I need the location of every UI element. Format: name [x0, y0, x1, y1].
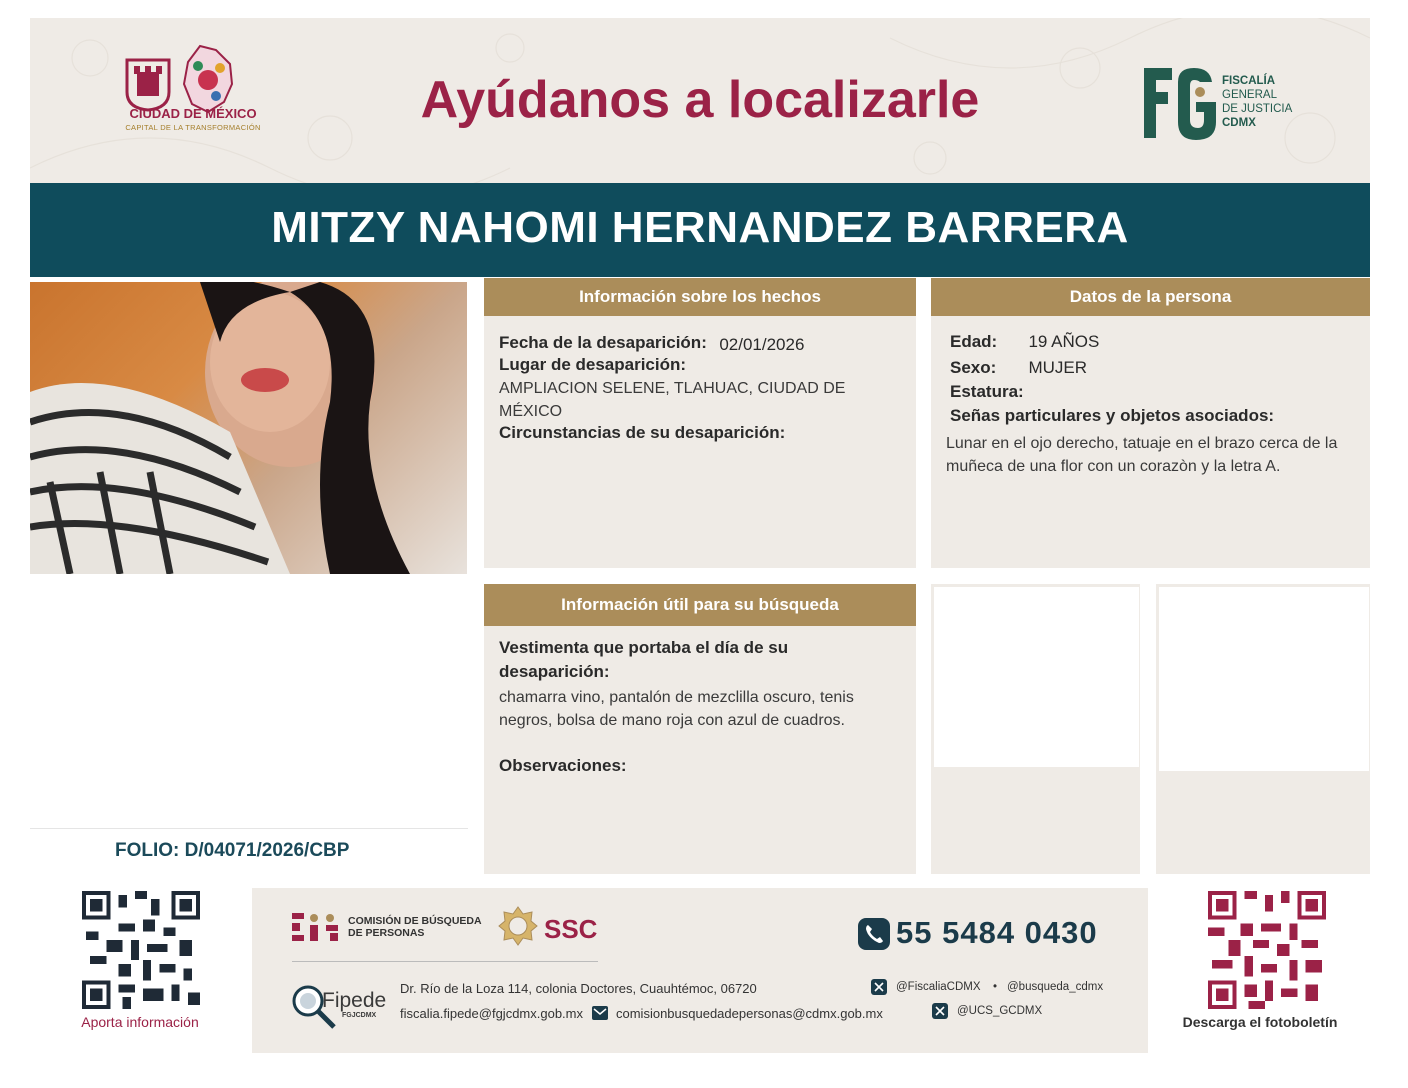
datos-heading: Datos de la persona [931, 278, 1370, 316]
fipede-sub: FGJCDMX [342, 1012, 377, 1019]
util-heading: Información útil para su búsqueda [484, 584, 916, 626]
circunstancias-label: Circunstancias de su desaparición: [499, 423, 786, 442]
comision-busqueda-icon [292, 913, 338, 941]
edad-value: 19 AÑOS [1028, 332, 1100, 351]
fecha-value: 02/01/2026 [719, 335, 805, 354]
hechos-panel [484, 278, 916, 568]
email-fipede[interactable]: fiscalia.fipede@fgjcdmx.gob.mx [400, 1006, 583, 1021]
person-photo [30, 282, 467, 574]
blank-panel-2 [1156, 584, 1370, 874]
qr-left-label: Aporta información [81, 1014, 199, 1030]
observaciones-label: Observaciones: [499, 756, 627, 775]
comision-busqueda-name: COMISIÓN DE BÚSQUEDA DE PERSONAS [348, 915, 482, 939]
ssc-label: SSC [544, 914, 598, 944]
cdmx-logo-name: CIUDAD DE MÉXICO [129, 106, 257, 121]
name-bar [30, 183, 1370, 277]
mail-icon [592, 1006, 608, 1020]
edad-label: Edad: [950, 332, 998, 351]
x-logo-icon-2 [932, 1003, 948, 1019]
folio-divider [30, 828, 468, 829]
ssc-badge-icon [498, 906, 538, 946]
header-banner [30, 18, 1370, 183]
senas-label: Señas particulares y objetos asociados: [950, 406, 1275, 425]
x-logo-icon [871, 979, 887, 995]
lugar-value: AMPLIACION SELENE, TLAHUAC, CIUDAD DE MÉXICO [499, 380, 846, 420]
folio: FOLIO: D/04071/2026/CBP [115, 840, 350, 861]
lugar-label: Lugar de desaparición: [499, 355, 687, 374]
fgj-line-4: CDMX [1222, 117, 1256, 129]
qr-right-label: Descarga el fotoboletín [1182, 1014, 1338, 1030]
person-name: MITZY NAHOMI HERNANDEZ BARRERA [271, 203, 1129, 252]
footer-divider [292, 961, 598, 962]
email-comision[interactable]: comisionbusquedadepersonas@cdmx.gob.mx [616, 1006, 883, 1021]
util-panel [484, 584, 916, 874]
phone-number: 55 5484 0430 [896, 915, 1098, 950]
blank-panel-2-photo-area [1159, 587, 1369, 771]
sexo-label: Sexo: [950, 358, 997, 377]
social-ucs[interactable]: @UCS_GCDMX [957, 1005, 1043, 1017]
fecha-label: Fecha de la desaparición: [499, 333, 707, 352]
phone-icon [858, 918, 890, 950]
senas-value: Lunar en el ojo derecho, tatuaje en el brazo cerca de la muñeca de una flor con un corazòn y la letra A. [946, 435, 1338, 475]
vestimenta-label: Vestimenta que portaba el día de su desaparición: [499, 638, 789, 681]
social-fiscalia[interactable]: @FiscaliaCDMX [896, 981, 981, 993]
fgj-logo-text [1222, 74, 1292, 130]
fipede-name: Fipede [322, 989, 387, 1012]
address: Dr. Río de la Loza 114, colonia Doctores, Cuauhtémoc, 06720 [400, 981, 757, 996]
blank-panel-1-photo-area [934, 587, 1139, 767]
social-separator: • [993, 981, 998, 993]
qr-code-descarga-icon[interactable] [1208, 891, 1326, 1009]
vestimenta-value: chamarra vino, pantalón de mezclilla oscuro, tenis negros, bolsa de mano roja con azul de cuadros. [499, 689, 854, 729]
fgj-logo-icon [1138, 62, 1218, 144]
blank-panel-1 [931, 584, 1140, 874]
hechos-heading: Información sobre los hechos [484, 278, 916, 316]
fgj-line-1: FISCALÍA [1222, 75, 1276, 87]
estatura-label: Estatura: [950, 382, 1024, 401]
page-title: Ayúdanos a localizarle [420, 71, 980, 129]
photo-illustration [30, 282, 467, 574]
footer-banner [252, 888, 1148, 1053]
qr-code-aporta-icon[interactable] [82, 891, 200, 1009]
fgj-line-3: DE JUSTICIA [1222, 103, 1293, 115]
fgj-line-2: GENERAL [1222, 89, 1277, 101]
sexo-value: MUJER [1028, 358, 1088, 377]
social-busqueda[interactable]: @busqueda_cdmx [1007, 981, 1104, 993]
datos-panel [931, 278, 1370, 568]
cdmx-logo-subtitle: CAPITAL DE LA TRANSFORMACIÓN [125, 123, 261, 132]
